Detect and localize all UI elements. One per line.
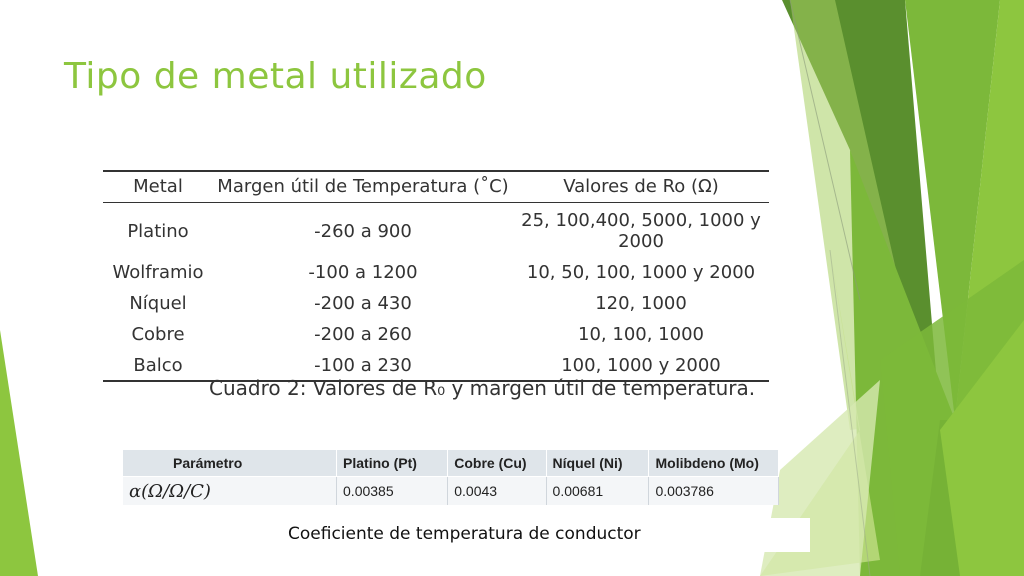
header-temperature-range: Margen útil de Temperatura (˚C) <box>217 176 509 197</box>
cell-metal: Níquel <box>129 292 187 314</box>
table-row <box>103 287 769 318</box>
table-row <box>103 318 769 349</box>
coefficient-table-header <box>123 450 779 477</box>
cell-nickel-value: 0.00681 <box>546 477 649 506</box>
header-ro-values: Valores de Ro (Ω) <box>563 176 719 197</box>
coefficient-caption: Coeficiente de temperatura de conductor <box>282 518 810 552</box>
left-green-sliver <box>0 330 38 576</box>
header-platinum: Platino (Pt) <box>337 450 448 477</box>
table-row <box>123 477 779 506</box>
header-nickel: Níquel (Ni) <box>546 450 649 477</box>
cell-range: -260 a 900 <box>314 220 412 242</box>
cell-ro: 10, 100, 1000 <box>578 323 704 345</box>
table-row <box>103 256 769 287</box>
cell-metal: Cobre <box>131 323 185 345</box>
cell-molybdenum-value: 0.003786 <box>649 477 779 506</box>
cell-copper-value: 0.0043 <box>448 477 546 506</box>
cell-ro: 25, 100,400, 5000, 1000 y 2000 <box>521 210 761 252</box>
cell-range: -100 a 1200 <box>308 261 418 283</box>
cell-range: -200 a 430 <box>314 292 412 314</box>
table-row <box>103 203 769 257</box>
cell-metal: Platino <box>127 220 189 242</box>
cell-ro: 120, 1000 <box>595 292 687 314</box>
coefficient-table <box>123 450 779 505</box>
header-copper: Cobre (Cu) <box>448 450 546 477</box>
cell-range: -200 a 260 <box>314 323 412 345</box>
cell-metal: Wolframio <box>112 261 204 283</box>
cell-metal: Balco <box>133 354 183 376</box>
cell-ro: 100, 1000 y 2000 <box>561 354 721 376</box>
metals-table <box>103 170 769 382</box>
table-caption: Cuadro 2: Valores de R₀ y margen útil de temperatura. <box>209 376 756 400</box>
header-molybdenum: Molibdeno (Mo) <box>649 450 779 477</box>
cell-ro: 10, 50, 100, 1000 y 2000 <box>526 261 756 283</box>
slide-title: Tipo de metal utilizado <box>64 56 487 97</box>
cell-platinum-value: 0.00385 <box>337 477 448 506</box>
header-parameter: Parámetro <box>123 450 337 477</box>
cell-parameter-alpha: α(Ω/Ω/C) <box>123 477 337 506</box>
header-metal: Metal <box>133 176 183 197</box>
cell-range: -100 a 230 <box>314 354 412 376</box>
metals-table-header <box>103 171 769 203</box>
